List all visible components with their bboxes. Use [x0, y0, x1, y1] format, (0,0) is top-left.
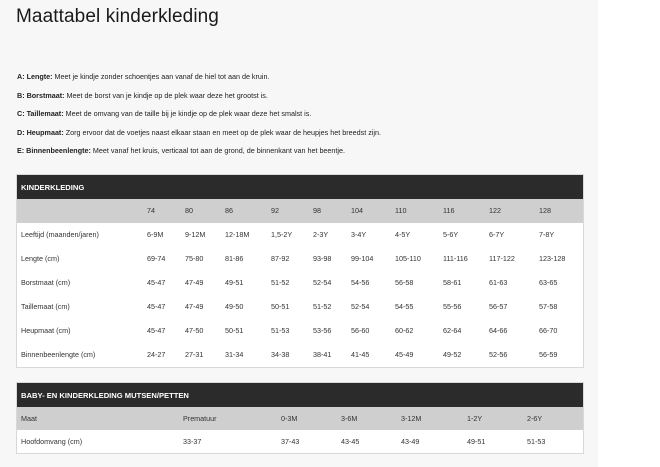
- column-header: 110: [395, 206, 407, 215]
- legend-key: A: Lengte:: [17, 72, 53, 81]
- table-row: [17, 343, 583, 367]
- table-cell: 111-116: [443, 254, 468, 263]
- table-cell: 4-5Y: [395, 230, 411, 239]
- table-cell: 50-51: [225, 326, 244, 335]
- table-cell: 123-128: [539, 254, 566, 263]
- row-label: Binnenbeenlengte (cm): [21, 350, 96, 359]
- table-header-row: [17, 199, 583, 223]
- table-cell: 43-45: [341, 437, 360, 446]
- table-cell: 7-8Y: [539, 230, 555, 239]
- column-header: 86: [225, 206, 233, 215]
- table-cell: 47-49: [185, 302, 204, 311]
- table-row: [17, 271, 583, 295]
- table-cell: 45-47: [147, 302, 166, 311]
- legend-key: D: Heupmaat:: [17, 127, 64, 137]
- table-cell: 3-6M: [341, 414, 358, 423]
- table-cell: 49-50: [225, 302, 244, 311]
- table-row: [17, 319, 583, 343]
- legend-item-taillemaat: [17, 109, 381, 128]
- size-table-mutsen-petten: [16, 382, 584, 454]
- table-cell: 53-56: [313, 326, 332, 335]
- table-row: [17, 223, 583, 247]
- table-cell: 56-58: [395, 278, 414, 287]
- page-title: Maattabel kinderkleding: [16, 6, 219, 27]
- table-cell: 12-18M: [225, 230, 250, 239]
- table-cell: 43-49: [401, 437, 420, 446]
- legend-key: C: Taillemaat:: [17, 109, 64, 118]
- table-cell: 1-2Y: [467, 414, 483, 423]
- table-cell: 47-50: [185, 326, 204, 335]
- table-cell: 2-3Y: [313, 230, 329, 239]
- table-cell: 62-64: [443, 326, 462, 335]
- table-cell: 49-52: [443, 350, 462, 359]
- table-cell: 63-65: [539, 278, 558, 287]
- table-cell: 69-74: [147, 254, 166, 263]
- table-cell: 60-62: [395, 326, 414, 335]
- table-cell: Prematuur: [183, 414, 217, 423]
- table-cell: 9-12M: [185, 230, 206, 239]
- table-cell: 54-56: [351, 278, 370, 287]
- table-cell: 56-57: [489, 302, 508, 311]
- table-cell: 87-92: [271, 254, 290, 263]
- table-cell: 3-12M: [401, 414, 422, 423]
- table-cell: 54-55: [395, 302, 414, 311]
- table-cell: 51-53: [271, 326, 290, 335]
- table-cell: 51-52: [313, 302, 332, 311]
- table-cell: 6-7Y: [489, 230, 505, 239]
- table-cell: 34-38: [271, 350, 290, 359]
- table-cell: 3-4Y: [351, 230, 367, 239]
- table-cell: 105-110: [395, 254, 421, 263]
- column-header: 74: [147, 206, 155, 215]
- table-row: [17, 295, 583, 319]
- table-cell: 51-53: [527, 437, 546, 446]
- table-cell: 52-54: [313, 278, 332, 287]
- table-cell: 49-51: [467, 437, 486, 446]
- table-cell: 45-49: [395, 350, 414, 359]
- column-header: 92: [271, 206, 279, 215]
- legend-item-binnenbeenlengte: [17, 146, 381, 165]
- table-cell: 75-80: [185, 254, 204, 263]
- table-body: [17, 407, 583, 453]
- table-cell: 37-43: [281, 437, 300, 446]
- table-row: [17, 247, 583, 271]
- table-body: [17, 199, 583, 367]
- row-label: Taillemaat (cm): [21, 302, 70, 311]
- table-cell: 33-37: [183, 437, 202, 446]
- table-cell: 61-63: [489, 278, 508, 287]
- row-label: Lengte (cm): [21, 254, 60, 263]
- table-cell: 58-61: [443, 278, 462, 287]
- table-cell: 49-51: [225, 278, 244, 287]
- row-label: Heupmaat (cm): [21, 326, 71, 335]
- table-cell: 64-66: [489, 326, 508, 335]
- row-label: Maat: [21, 414, 37, 423]
- table-cell: 66-70: [539, 326, 558, 335]
- table-cell: 93-98: [313, 254, 332, 263]
- legend-text: Meet de borst van je kindje op de plek waar deze het grootst is.: [64, 90, 268, 100]
- table-cell: 51-52: [271, 278, 290, 287]
- row-label: Hoofdomvang (cm): [21, 437, 83, 446]
- legend-item-lengte: [17, 72, 381, 91]
- row-label: Leeftijd (maanden/jaren): [21, 230, 99, 239]
- table-cell: 45-47: [147, 278, 166, 287]
- column-header: 104: [351, 206, 363, 215]
- table-cell: 2-6Y: [527, 414, 543, 423]
- row-label: Borstmaat (cm): [21, 278, 71, 287]
- table-cell: 27-31: [185, 350, 204, 359]
- table-cell: 56-59: [539, 350, 558, 359]
- table-header-row: [17, 407, 583, 430]
- legend-text: Meet de omvang van de taille bij je kindje op de plek waar deze het smalst is.: [63, 109, 312, 118]
- page-margin: [598, 0, 660, 467]
- legend-text: Meet vanaf het kruis, verticaal tot aan de grond, de binnenkant van het beentje.: [90, 146, 346, 155]
- table-cell: 50-51: [271, 302, 290, 311]
- legend-text: Meet je kindje zonder schoentjes aan vanaf de hiel tot aan de kruin.: [52, 72, 270, 81]
- table-cell: 52-54: [351, 302, 370, 311]
- table-title: KINDERKLEDING: [17, 175, 583, 199]
- table-cell: 0-3M: [281, 414, 298, 423]
- column-header: 122: [489, 206, 501, 215]
- legend-item-heupmaat: [17, 128, 381, 147]
- table-cell: 5-6Y: [443, 230, 459, 239]
- legend-item-borstmaat: [17, 91, 381, 110]
- table-cell: 81-86: [225, 254, 244, 263]
- column-header: 80: [185, 206, 193, 215]
- measurement-legend: [17, 72, 381, 165]
- table-cell: 117-122: [489, 254, 515, 263]
- legend-text: Zorg ervoor dat de voetjes naast elkaar staan en meet op de plek waar de heupjes het breedst zijn.: [63, 127, 381, 137]
- table-cell: 57-58: [539, 302, 558, 311]
- table-cell: 1,5-2Y: [271, 230, 293, 239]
- size-table-kinderkleding: [16, 174, 584, 368]
- table-cell: 45-47: [147, 326, 166, 335]
- table-cell: 31-34: [225, 350, 244, 359]
- table-row: [17, 430, 583, 453]
- table-cell: 38-41: [313, 350, 332, 359]
- column-header: 98: [313, 206, 321, 215]
- table-cell: 99-104: [351, 254, 374, 263]
- legend-key: E: Binnenbeenlengte:: [17, 146, 91, 155]
- table-title: BABY- EN KINDERKLEDING MUTSEN/PETTEN: [17, 383, 583, 407]
- table-cell: 24-27: [147, 350, 166, 359]
- legend-key: B: Borstmaat:: [17, 90, 65, 100]
- table-cell: 47-49: [185, 278, 204, 287]
- table-cell: 41-45: [351, 350, 370, 359]
- table-cell: 55-56: [443, 302, 462, 311]
- column-header: 116: [443, 206, 455, 215]
- table-cell: 56-60: [351, 326, 370, 335]
- table-cell: 52-56: [489, 350, 508, 359]
- table-cell: 6-9M: [147, 230, 164, 239]
- column-header: 128: [539, 206, 551, 215]
